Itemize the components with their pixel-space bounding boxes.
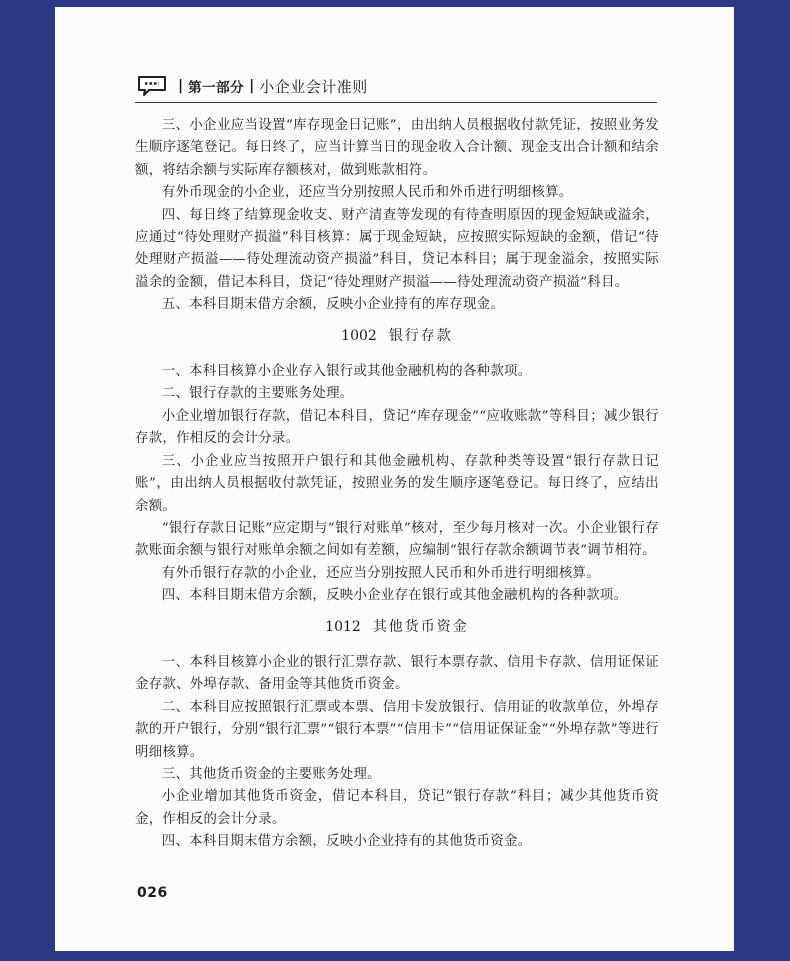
book-page	[55, 7, 734, 951]
paragraph: 四、本科目期末借方余额，反映小企业持有的其他货币资金。	[161, 834, 532, 850]
speech-bubble-icon	[137, 75, 167, 97]
section-title: 其他货币资金	[372, 618, 469, 635]
paragraph: 五、本科目期末借方余额，反映小企业持有的库存现金。	[161, 297, 505, 313]
header-rule	[135, 102, 657, 103]
header-divider: |	[178, 78, 184, 94]
section-code: 1002	[341, 327, 377, 344]
section-code: 1012	[325, 618, 361, 635]
paragraph: 有外币现金的小企业，还应当分别按照人民币和外币进行明细核算。	[161, 185, 573, 201]
paragraph: 三、其他货币资金的主要账务处理。	[161, 766, 381, 782]
paragraph: 四、本科目期末借方余额，反映小企业存在银行或其他金融机构的各种款项。	[161, 588, 628, 604]
header-divider: |	[249, 78, 255, 94]
page-body	[135, 115, 659, 854]
paragraph: 一、本科目核算小企业的银行汇票存款、银行本票存款、信用卡存款、信用证保证金存款、外埠存款、备用金等其他货币资金。	[135, 654, 659, 693]
page-number: 026	[137, 885, 168, 901]
running-header	[137, 73, 368, 99]
paragraph: 三、小企业应当设置“库存现金日记账”，由出纳人员根据收付款凭证，按照业务发生顺序逐笔登记。每日终了，应当计算当日的现金收入合计额、现金支出合计额和结余额，将结余额与实际库存额核对，做到账款相符。	[135, 118, 659, 178]
paragraph: “银行存款日记账”应定期与“银行对账单”核对，至少每月核对一次。小企业银行存款账面余额与银行对账单余额之间如有差额，应编制“银行存款余额调节表”调节相符。	[135, 520, 659, 559]
section-heading-bank-deposit	[135, 325, 659, 347]
paragraph: 二、银行存款的主要账务处理。	[161, 386, 354, 402]
paragraph: 有外币银行存款的小企业，还应当分别按照人民币和外币进行明细核算。	[161, 565, 600, 581]
paragraph: 小企业增加银行存款，借记本科目，贷记“库存现金”“应收账款”等科目；减少银行存款，作相反的会计分录。	[135, 408, 659, 447]
header-subtitle: 小企业会计准则	[259, 77, 368, 96]
paragraph: 一、本科目核算小企业存入银行或其他金融机构的各种款项。	[161, 364, 532, 380]
header-section: 第一部分	[188, 80, 245, 96]
section-heading-other-funds	[135, 616, 659, 638]
paragraph: 四、每日终了结算现金收支、财产清查等发现的有待查明原因的现金短缺或溢余，应通过“待处理财产损溢”科目核算：属于现金短缺，应按照实际短缺的金额，借记“待处理财产损溢——待处理流动资产损溢”科目，贷记本科目；属于现金溢余，按照实际溢余的金额，借记本科目，贷记“待处理财产损溢——待处理流动资产损溢”科目。	[135, 207, 659, 290]
section-title: 银行存款	[388, 327, 453, 344]
paragraph: 三、小企业应当按照开户银行和其他金融机构、存款种类等设置“银行存款日记账”，由出纳人员根据收付款凭证，按照业务的发生顺序逐笔登记。每日终了，应结出余额。	[135, 453, 659, 514]
paragraph: 小企业增加其他货币资金，借记本科目，贷记“银行存款”科目；减少其他货币资金，作相反的会计分录。	[135, 789, 659, 827]
paragraph: 二、本科目应按照银行汇票或本票、信用卡发放银行、信用证的收款单位，外埠存款的开户银行，分别“银行汇票”“银行本票”“信用卡”“信用证保证金”“外埠存款”等进行明细核算。	[135, 699, 659, 760]
